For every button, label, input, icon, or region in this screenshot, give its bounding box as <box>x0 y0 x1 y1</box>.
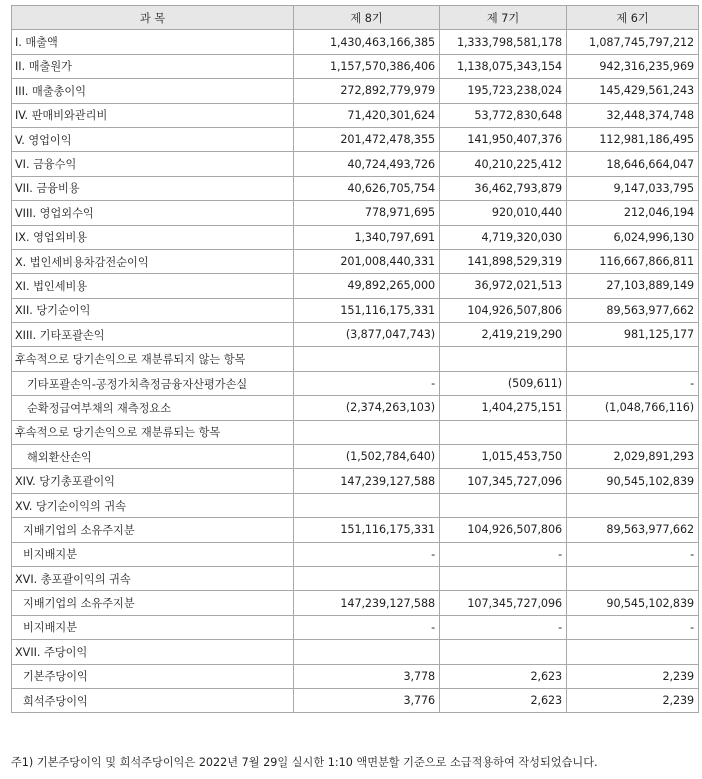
table-row <box>12 323 699 347</box>
value-period-6: 90,545,102,839 <box>567 591 699 615</box>
value-period-8: 147,239,127,588 <box>294 469 440 493</box>
value-period-6 <box>567 566 699 590</box>
value-period-8: 3,776 <box>294 688 440 712</box>
row-label: VI. 금융수익 <box>12 152 294 176</box>
value-period-8: 1,340,797,691 <box>294 225 440 249</box>
row-label: XVII. 주당이익 <box>12 640 294 664</box>
value-period-8: 49,892,265,000 <box>294 274 440 298</box>
value-period-7: 1,015,453,750 <box>440 445 567 469</box>
value-period-6: 90,545,102,839 <box>567 469 699 493</box>
table-row <box>12 420 699 444</box>
value-period-8: - <box>294 542 440 566</box>
value-period-6 <box>567 347 699 371</box>
value-period-7 <box>440 493 567 517</box>
value-period-6: - <box>567 615 699 639</box>
value-period-7: 195,723,238,024 <box>440 79 567 103</box>
value-period-7 <box>440 347 567 371</box>
row-label: XIII. 기타포괄손익 <box>12 323 294 347</box>
row-label: IX. 영업외비용 <box>12 225 294 249</box>
value-period-7: 1,404,275,151 <box>440 396 567 420</box>
value-period-6: 942,316,235,969 <box>567 54 699 78</box>
value-period-7: 2,419,219,290 <box>440 323 567 347</box>
table-row <box>12 201 699 225</box>
value-period-7 <box>440 566 567 590</box>
value-period-7 <box>440 420 567 444</box>
value-period-6: 212,046,194 <box>567 201 699 225</box>
table-row <box>12 347 699 371</box>
value-period-7: - <box>440 615 567 639</box>
value-period-6: 9,147,033,795 <box>567 176 699 200</box>
row-label: 지배기업의 소유주지분 <box>12 518 294 542</box>
table-row <box>12 591 699 615</box>
row-label: VII. 금융비용 <box>12 176 294 200</box>
value-period-8: 272,892,779,979 <box>294 79 440 103</box>
value-period-6: 116,667,866,811 <box>567 249 699 273</box>
header-period-6: 제 6기 <box>567 6 699 30</box>
value-period-8: 201,008,440,331 <box>294 249 440 273</box>
row-label: V. 영업이익 <box>12 127 294 151</box>
value-period-8: 201,472,478,355 <box>294 127 440 151</box>
value-period-8: 1,430,463,166,385 <box>294 30 440 54</box>
table-row <box>12 225 699 249</box>
table-row <box>12 469 699 493</box>
table-row <box>12 152 699 176</box>
row-label: 순확정급여부채의 재측정요소 <box>12 396 294 420</box>
table-header-row <box>12 6 699 30</box>
row-label: 비지배지분 <box>12 542 294 566</box>
table-row <box>12 249 699 273</box>
value-period-6: 145,429,561,243 <box>567 79 699 103</box>
table-row <box>12 445 699 469</box>
value-period-8: 778,971,695 <box>294 201 440 225</box>
value-period-6: - <box>567 371 699 395</box>
row-label: III. 매출총이익 <box>12 79 294 103</box>
value-period-7: 2,623 <box>440 664 567 688</box>
value-period-7: 40,210,225,412 <box>440 152 567 176</box>
value-period-6: 112,981,186,495 <box>567 127 699 151</box>
value-period-6: 981,125,177 <box>567 323 699 347</box>
income-statement-table <box>11 5 699 713</box>
value-period-7: 107,345,727,096 <box>440 591 567 615</box>
row-label: 해외환산손익 <box>12 445 294 469</box>
row-label: XIV. 당기총포괄이익 <box>12 469 294 493</box>
row-label: I. 매출액 <box>12 30 294 54</box>
row-label: XI. 법인세비용 <box>12 274 294 298</box>
value-period-7: 36,972,021,513 <box>440 274 567 298</box>
table-row <box>12 640 699 664</box>
table-row <box>12 688 699 712</box>
value-period-8: 147,239,127,588 <box>294 591 440 615</box>
value-period-7: 141,950,407,376 <box>440 127 567 151</box>
table-row <box>12 54 699 78</box>
table-row <box>12 103 699 127</box>
value-period-8: (1,502,784,640) <box>294 445 440 469</box>
value-period-8: 71,420,301,624 <box>294 103 440 127</box>
value-period-6: 2,239 <box>567 688 699 712</box>
value-period-7: 107,345,727,096 <box>440 469 567 493</box>
value-period-6: 1,087,745,797,212 <box>567 30 699 54</box>
value-period-6 <box>567 640 699 664</box>
value-period-8 <box>294 566 440 590</box>
value-period-6: 27,103,889,149 <box>567 274 699 298</box>
value-period-8: 3,778 <box>294 664 440 688</box>
value-period-7: - <box>440 542 567 566</box>
value-period-6: 89,563,977,662 <box>567 298 699 322</box>
header-item: 과 목 <box>12 6 294 30</box>
header-period-7: 제 7기 <box>440 6 567 30</box>
row-label: 후속적으로 당기손익으로 재분류되지 않는 항목 <box>12 347 294 371</box>
value-period-6: 2,029,891,293 <box>567 445 699 469</box>
row-label: 비지배지분 <box>12 615 294 639</box>
table-row <box>12 79 699 103</box>
value-period-6: 18,646,664,047 <box>567 152 699 176</box>
table-row <box>12 566 699 590</box>
value-period-7: 53,772,830,648 <box>440 103 567 127</box>
table-row <box>12 493 699 517</box>
value-period-7: 1,333,798,581,178 <box>440 30 567 54</box>
value-period-8: 40,626,705,754 <box>294 176 440 200</box>
value-period-6 <box>567 493 699 517</box>
value-period-6 <box>567 420 699 444</box>
value-period-6: (1,048,766,116) <box>567 396 699 420</box>
value-period-7: 920,010,440 <box>440 201 567 225</box>
value-period-8: 151,116,175,331 <box>294 298 440 322</box>
value-period-6: - <box>567 542 699 566</box>
table-row <box>12 127 699 151</box>
value-period-8: 151,116,175,331 <box>294 518 440 542</box>
value-period-8 <box>294 640 440 664</box>
value-period-7: (509,611) <box>440 371 567 395</box>
value-period-6: 2,239 <box>567 664 699 688</box>
row-label: XII. 당기순이익 <box>12 298 294 322</box>
table-row <box>12 615 699 639</box>
value-period-8: - <box>294 615 440 639</box>
row-label: VIII. 영업외수익 <box>12 201 294 225</box>
row-label: II. 매출원가 <box>12 54 294 78</box>
value-period-7 <box>440 640 567 664</box>
value-period-7: 36,462,793,879 <box>440 176 567 200</box>
table-row <box>12 176 699 200</box>
table-row <box>12 396 699 420</box>
value-period-8: 40,724,493,726 <box>294 152 440 176</box>
row-label: XVI. 총포괄이익의 귀속 <box>12 566 294 590</box>
value-period-8: 1,157,570,386,406 <box>294 54 440 78</box>
table-row <box>12 518 699 542</box>
value-period-6: 6,024,996,130 <box>567 225 699 249</box>
row-label: 후속적으로 당기손익으로 재분류되는 항목 <box>12 420 294 444</box>
table-row <box>12 542 699 566</box>
table-row <box>12 274 699 298</box>
value-period-7: 4,719,320,030 <box>440 225 567 249</box>
row-label: IV. 판매비와관리비 <box>12 103 294 127</box>
value-period-7: 141,898,529,319 <box>440 249 567 273</box>
row-label: 기타포괄손익-공정가치측정금융자산평가손실 <box>12 371 294 395</box>
header-period-8: 제 8기 <box>294 6 440 30</box>
value-period-8: - <box>294 371 440 395</box>
row-label: 지배기업의 소유주지분 <box>12 591 294 615</box>
table-row <box>12 371 699 395</box>
row-label: X. 법인세비용차감전순이익 <box>12 249 294 273</box>
value-period-7: 104,926,507,806 <box>440 298 567 322</box>
value-period-8 <box>294 420 440 444</box>
table-row <box>12 664 699 688</box>
footnote: 주1) 기본주당이익 및 희석주당이익은 2022년 7월 29일 실시한 1:10 액면분할 기준으로 소급적용하여 작성되었습니다. <box>11 756 598 769</box>
value-period-8 <box>294 493 440 517</box>
table-row <box>12 30 699 54</box>
value-period-7: 104,926,507,806 <box>440 518 567 542</box>
value-period-6: 32,448,374,748 <box>567 103 699 127</box>
value-period-8: (3,877,047,743) <box>294 323 440 347</box>
row-label: 기본주당이익 <box>12 664 294 688</box>
row-label: XV. 당기순이익의 귀속 <box>12 493 294 517</box>
value-period-7: 2,623 <box>440 688 567 712</box>
row-label: 희석주당이익 <box>12 688 294 712</box>
value-period-6: 89,563,977,662 <box>567 518 699 542</box>
table-row <box>12 298 699 322</box>
value-period-8 <box>294 347 440 371</box>
value-period-7: 1,138,075,343,154 <box>440 54 567 78</box>
value-period-8: (2,374,263,103) <box>294 396 440 420</box>
